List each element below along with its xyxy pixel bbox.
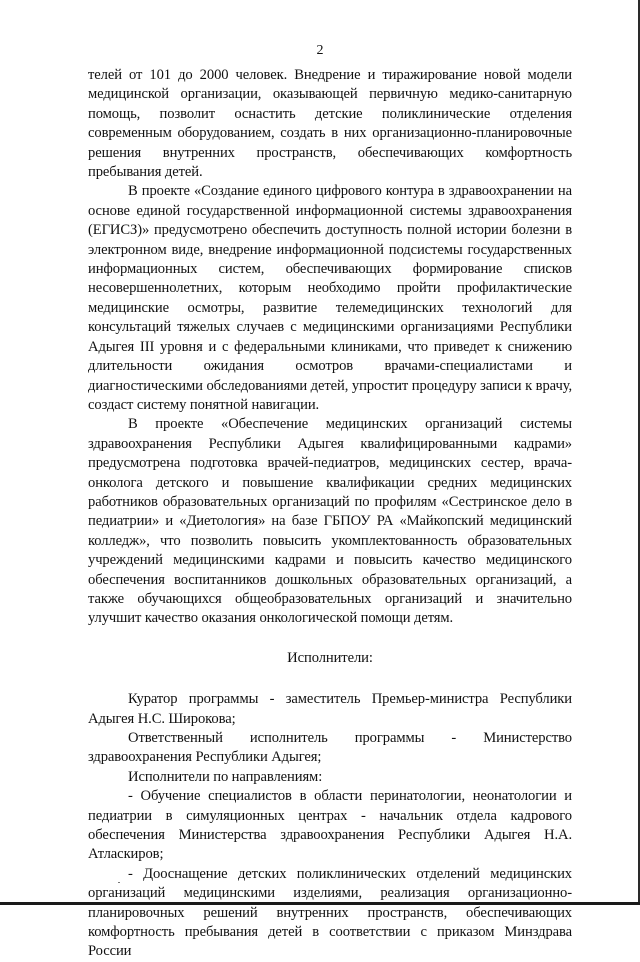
executor-responsible: Ответственный исполнитель программы - Министерство здравоохранения Республики Адыгея; (88, 730, 572, 766)
body-paragraph-3: В проекте «Обеспечение медицинских организаций системы здравоохранения Республики Адыгея квалифицированными кадрами» предусмотрена подготовка врачей-педиатров, медицинских сестер, врача-онколога детского и повышение квалификации средних медицинских работников образовательных организаций по профилям «Сестринское дело в педиатрии» и «Диетология» на базе ГБПОУ РА «Майкопский медицинский колледж», что позволить повысить укомплектованность образовательных учреждений медицинскими кадрами и повысить качество медицинского обеспечения воспитанников дошкольных образовательных организаций, а также обучающихся общеобразовательных организаций и значительно улучшит качество оказания онкологической помощи детям. (88, 416, 572, 627)
executors-by-direction-label: Исполнители по направлениям: (128, 768, 323, 785)
document-body (88, 66, 572, 962)
scan-speck (118, 882, 120, 883)
body-paragraph-1: телей от 101 до 2000 человек. Внедрение и тиражирование новой модели медицинской организации, оказывающей первичную медико-санитарную помощь, позволит оснастить детские поликлинические отделения современным оборудованием, создать в них организационно-планировочные решения внутренних пространств, обеспечивающих комфортность пребывания детей. (88, 67, 572, 181)
body-paragraph-2: В проекте «Создание единого цифрового контура в здравоохранении на основе единой государственной информационной системы здравоохранения (ЕГИСЗ)» предусмотрено обеспечить доступность полной истории болезни в электронном виде, внедрение информационной подсистемы государственных информационных систем, обеспечивающих формирование списков несовершеннолетних, которым необходимо пройти профилактические медицинские осмотры, развитие телемедицинских технологий для консультаций тяжелых случаев с медицинскими организациями Республики Адыгея III уровня и с федеральными клиниками, что приведет к снижению длительности ожидания осмотров врачами-специалистами и диагностическими обследованиями детей, упростит процедуру записи к врачу, создаст систему понятной навигации. (88, 183, 572, 413)
executor-direction-equipment: - Дооснащение детских поликлинических отделений медицинских организаций медицинскими изделиями, реализация организационно-планировочных решений внутренних пространств, обеспечивающих комфортность пребывания детей в соответствии с приказом Минздрава России (88, 865, 572, 960)
executor-direction-training: - Обучение специалистов в области перинатологии, неонатологии и педиатрии в симуляционных центрах - начальник отдела кадрового обеспечения Министерства здравоохранения Республики Адыгея Н.А. Атласкиров; (88, 788, 572, 863)
page-number: 2 (316, 43, 324, 58)
section-heading-executors: Исполнители: (287, 649, 373, 666)
executor-curator: Куратор программы - заместитель Премьер-министра Республики Адыгея Н.С. Широкова; (88, 691, 572, 727)
